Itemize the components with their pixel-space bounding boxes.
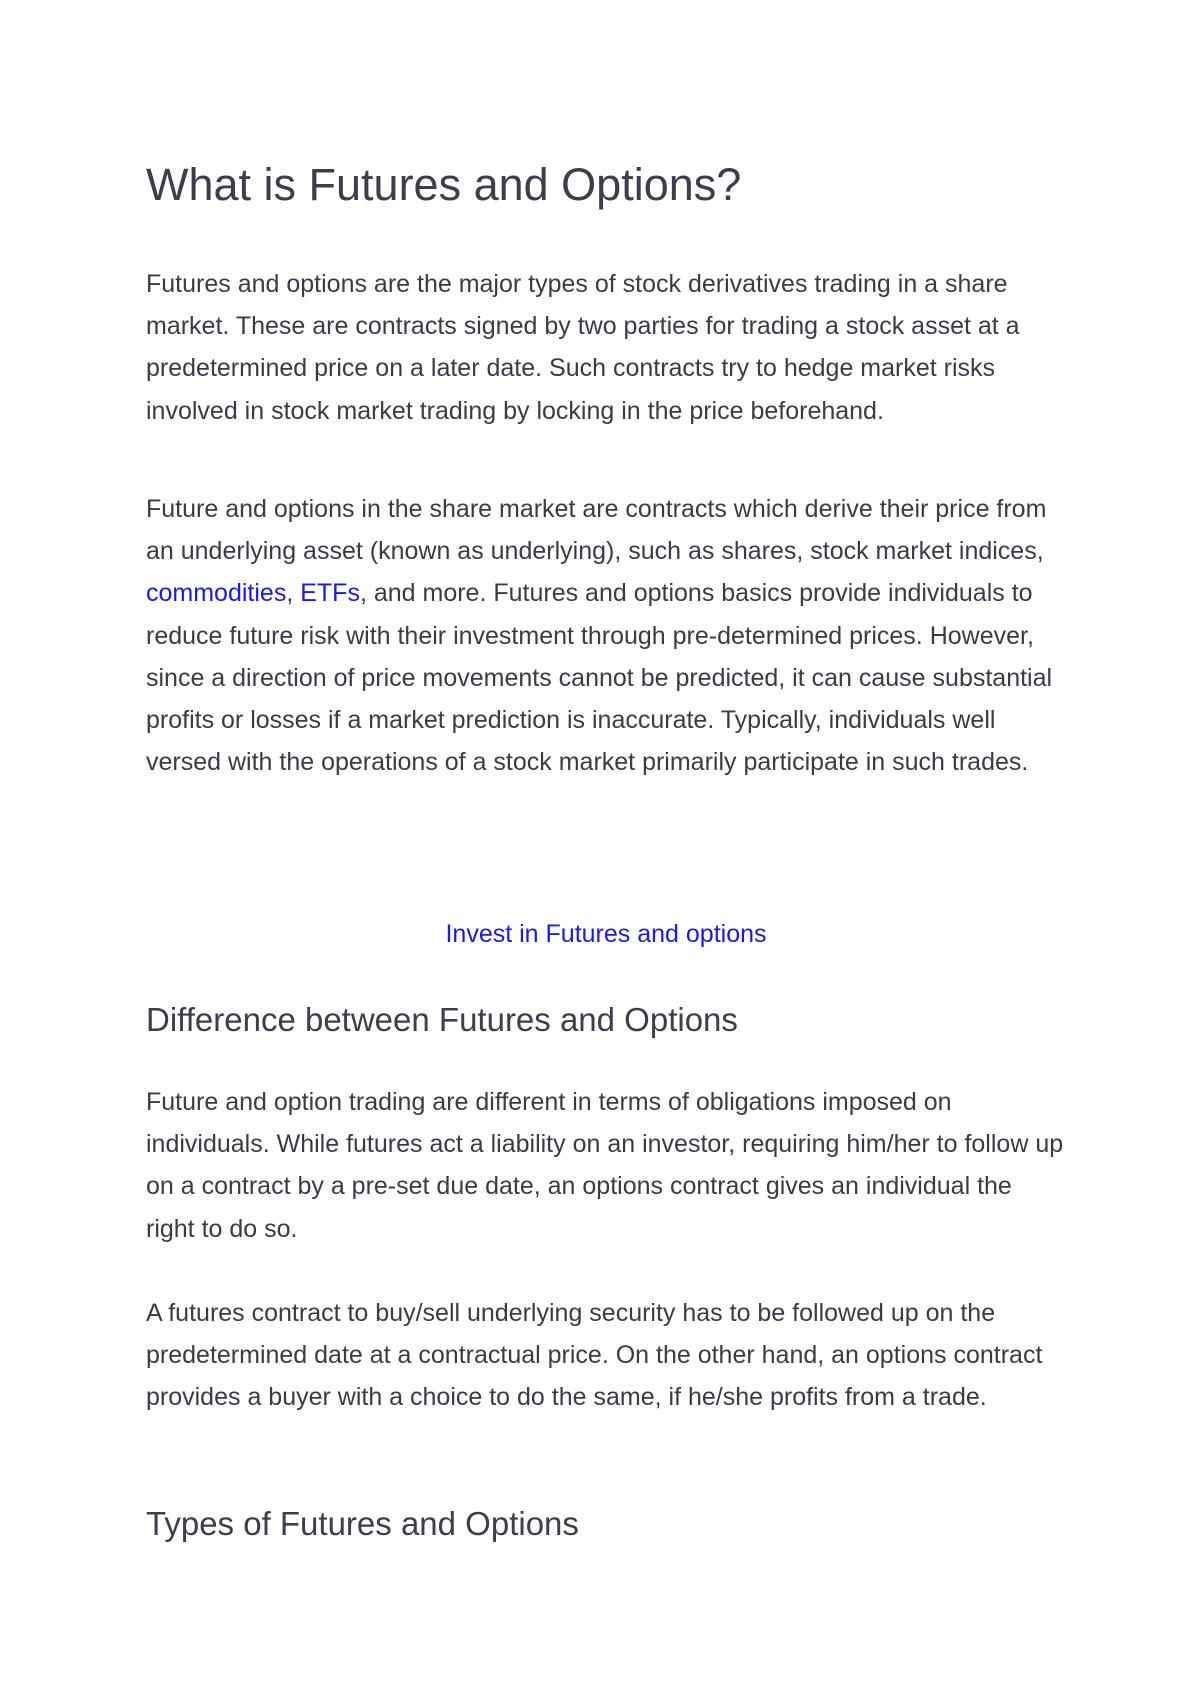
intro-paragraph-2-text-end: , and more. Futures and options basics provide individuals to reduce future risk with their investment through pre-determined prices. However, since a direction of price movements cannot be predicted, it can cause substantial profits or losses if a market prediction is inaccurate. Typically, individuals well versed with the operations of a stock market primarily participate in such trades.	[146, 579, 1053, 777]
commodities-link[interactable]: commodities	[146, 579, 287, 608]
intro-paragraph-1: Futures and options are the major types of stock derivatives trading in a share market. These are contracts signed by two parties for trading a stock asset at a predetermined price on a later date. Such contracts try to hedge market risks involved in stock market trading by locking in the price beforehand.	[146, 270, 1020, 425]
difference-heading: Difference between Futures and Options	[146, 1001, 738, 1038]
types-heading: Types of Futures and Options	[146, 1505, 579, 1542]
difference-paragraph-2: A futures contract to buy/sell underlying security has to be followed up on the predetermined date at a contractual price. On the other hand, an options contract provides a buyer with a choice to do the same, if he/she profits from a trade.	[146, 1299, 1043, 1412]
page-title: What is Futures and Options?	[146, 159, 742, 210]
intro-paragraph-2-separator: ,	[286, 579, 301, 608]
intro-paragraph-2	[146, 488, 1066, 783]
invest-futures-options-link[interactable]: Invest in Futures and options	[445, 920, 767, 948]
cta-container	[146, 913, 1066, 955]
etfs-link[interactable]: ETFs	[300, 579, 360, 608]
intro-paragraph-2-text-start: Future and options in the share market are contracts which derive their price from an underlying asset (known as underlying), such as shares, stock market indices,	[146, 495, 1047, 566]
difference-paragraph-1: Future and option trading are different in terms of obligations imposed on individuals. While futures act a liability on an investor, requiring him/her to follow up on a contract by a pre-set due date, an options contract gives an individual the right to do so.	[146, 1088, 1064, 1243]
